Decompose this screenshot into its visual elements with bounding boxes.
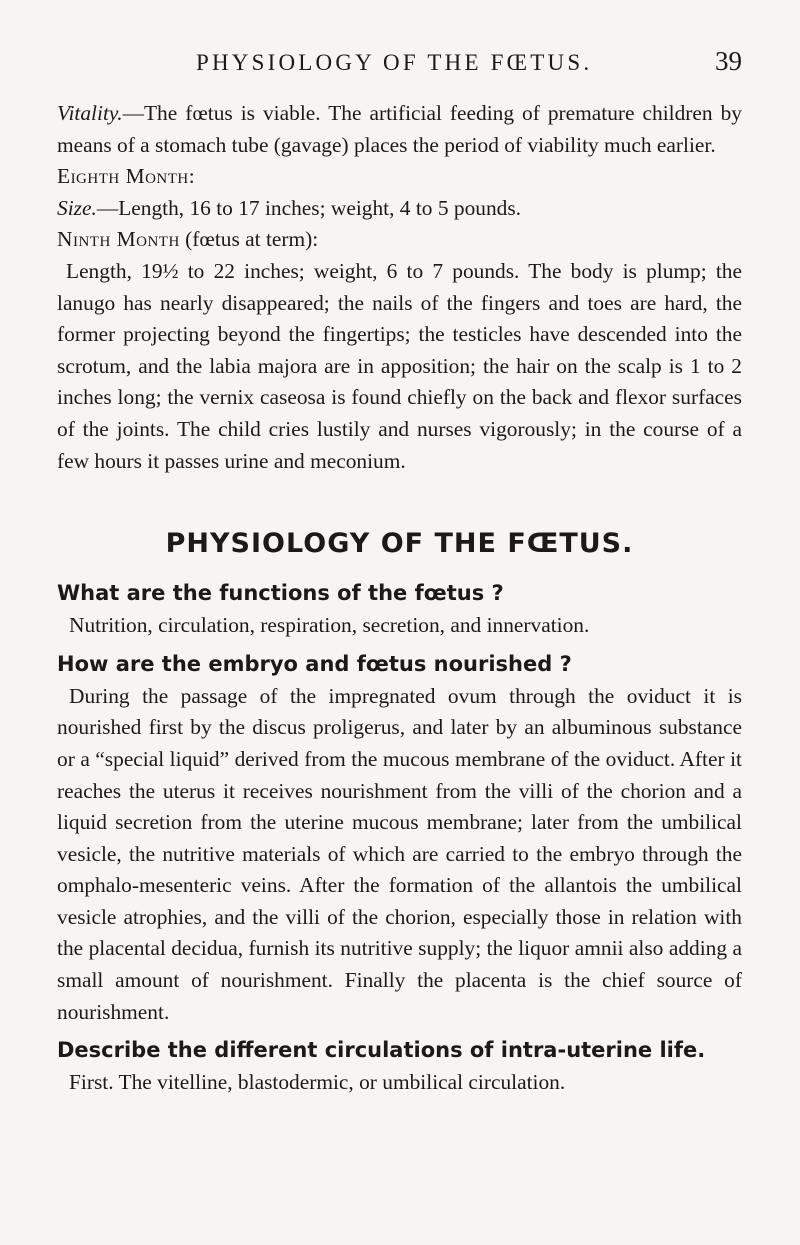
question-circulations: Describe the different circulations of intra-uterine life.: [57, 1038, 706, 1063]
section-title: PHYSIOLOGY OF THE FŒTUS.: [165, 528, 634, 560]
ninth-month-label: Ninth Month: [57, 227, 180, 252]
page-number: 39: [715, 46, 742, 76]
eighth-month-heading: [57, 161, 742, 193]
question-nourishment: How are the embryo and fœtus nourished ?: [57, 651, 572, 676]
eighth-month-size: [57, 193, 742, 225]
size-text: —Length, 16 to 17 inches; weight, 4 to 5 pounds.: [96, 195, 522, 220]
vitality-paragraph: [57, 98, 742, 161]
eighth-month-colon: :: [188, 164, 195, 189]
vitality-label: Vitality.: [57, 101, 123, 125]
answer-nourishment: During the passage of the impregnated ovum through the oviduct it is nourished first by the discus proligerus, and later by an albuminous substance or a “special liquid” derived from the mucous membrane of the oviduct. After it reaches the uterus it receives nourishment from the villi of the chorion and a liquid secretion from the uterine mucous membrane; later from the umbilical vesicle, the nutritive materials of which are carried to the embryo through the omphalo-mesenteric veins. After the formation of the allantois the umbilical vesicle atrophies, and the villi of the chorion, especially those in relation with the placental decidua, furnish its nutritive supply; the liquor amnii also adding a small amount of nourishment. Finally the placenta is the chief source of nourishment.: [57, 683, 742, 1024]
page-header: [196, 46, 742, 80]
size-label: Size.: [57, 195, 97, 220]
running-head: PHYSIOLOGY OF THE FŒTUS.: [196, 50, 593, 75]
ninth-month-subtitle: (fœtus at term):: [179, 227, 319, 252]
eighth-month-label: Eighth Month: [57, 164, 189, 189]
body-text: [57, 98, 742, 1099]
answer-functions: Nutrition, circulation, respiration, secretion, and innervation.: [69, 613, 590, 638]
ninth-month-paragraph: Length, 19½ to 22 inches; weight, 6 to 7 pounds. The body is plump; the lanugo has nearly disappeared; the nails of the fingers and toes are hard, the former projecting beyond the fingertips; the testicles have descended into the scrotum, and the labia majora are in apposition; the hair on the scalp is 1 to 2 inches long; the vernix caseosa is found chiefly on the back and flexor surfaces of the joints. The child cries lustily and nurses vigorously; in the course of a few hours it passes urine and meconium.: [57, 258, 742, 473]
question-functions: What are the functions of the fœtus ?: [57, 581, 504, 606]
ninth-month-heading: [57, 224, 742, 256]
answer-circulations: First. The vitelline, blastodermic, or umbilical circulation.: [69, 1070, 566, 1095]
vitality-text: —The fœtus is viable. The artificial feeding of premature children by means of a stomach tube (gavage) places the period of viability much earlier.: [57, 101, 742, 157]
